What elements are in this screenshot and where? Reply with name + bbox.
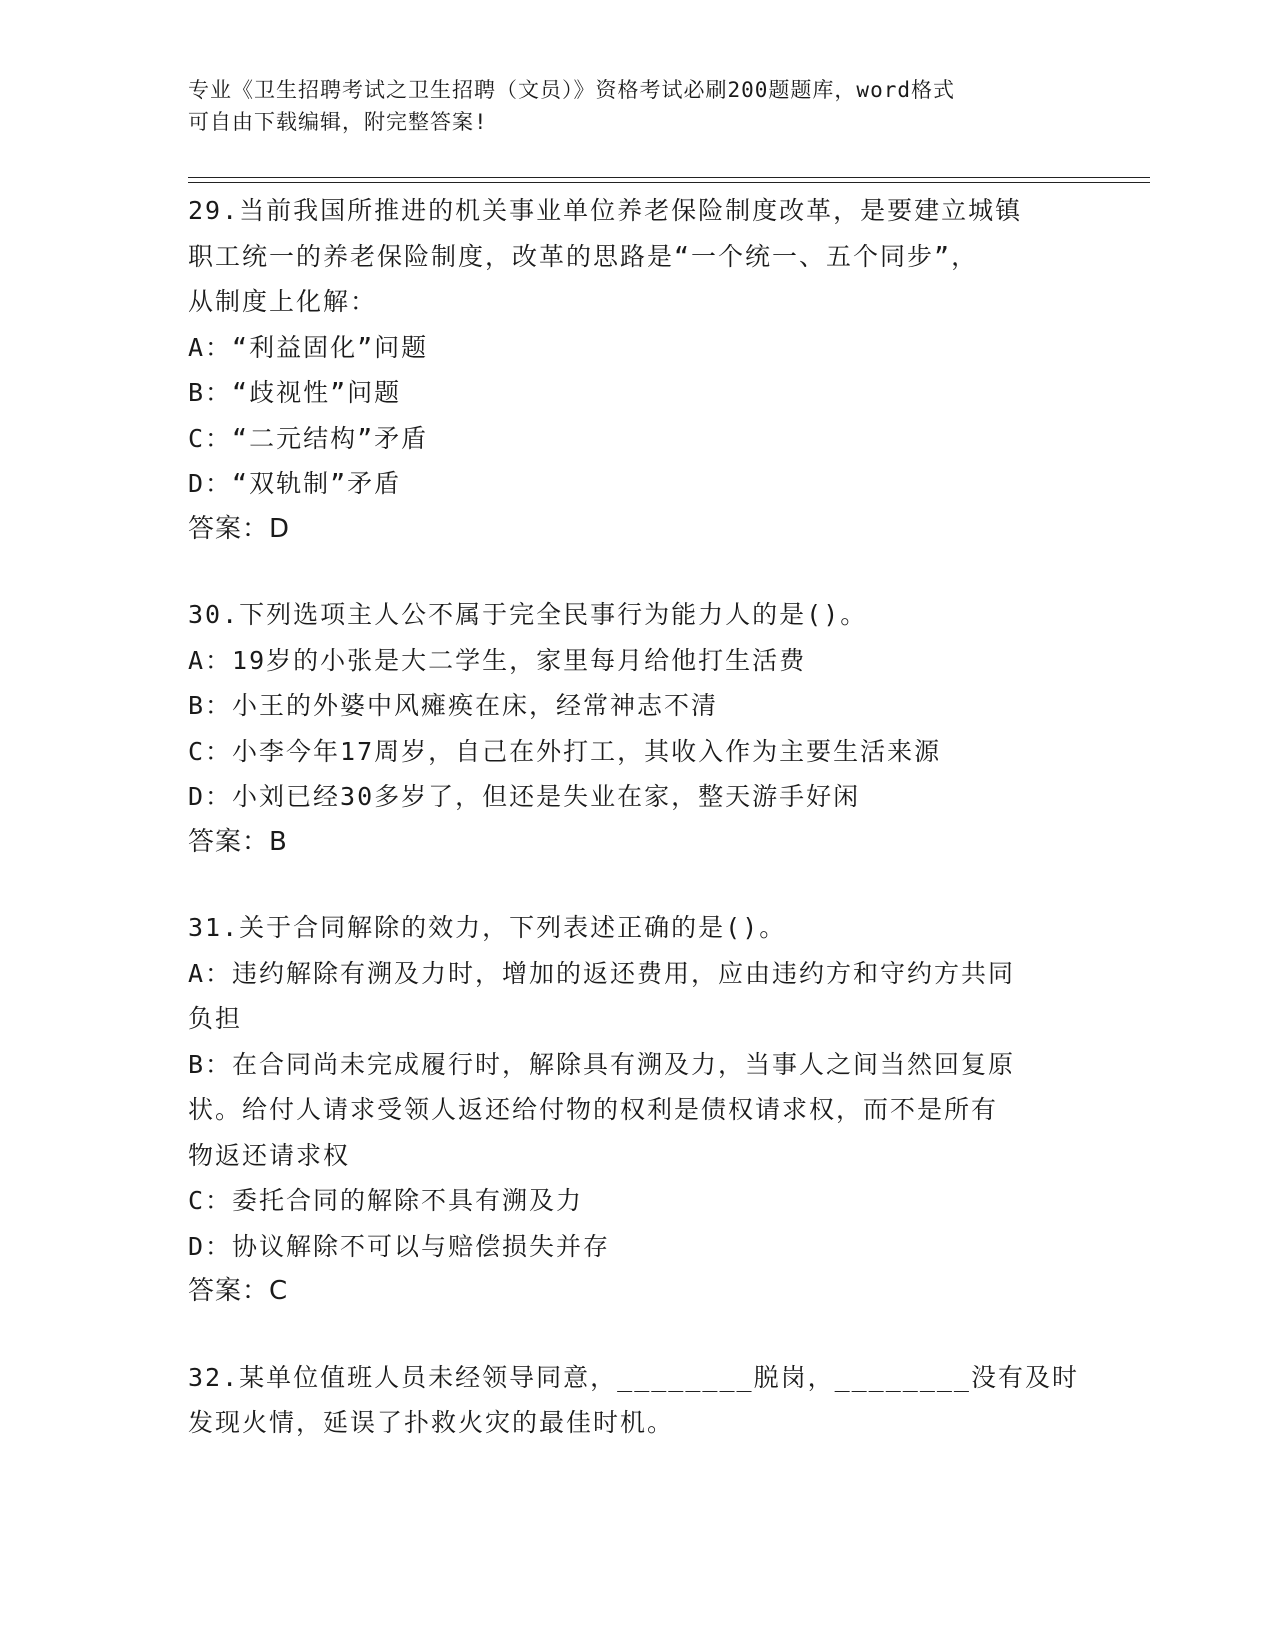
question-stem-line: 30.下列选项主人公不属于完全民事行为能力人的是()。 <box>188 600 868 629</box>
option-line: B：“歧视性”问题 <box>188 378 402 407</box>
document-header <box>188 74 1088 138</box>
header-divider-bottom <box>188 182 1150 183</box>
option-line: 负担 <box>188 1004 243 1033</box>
option-line: B：小王的外婆中风瘫痪在床，经常神志不清 <box>188 691 719 720</box>
question-stem-line: 32.某单位值班人员未经领导同意，________脱岗，________没有及时 <box>188 1362 1079 1392</box>
option-line: A：违约解除有溯及力时，增加的返还费用，应由违约方和守约方共同 <box>188 958 1016 988</box>
answer-label: 答案：D <box>188 513 291 544</box>
option-line: C：小李今年17周岁，自己在外打工，其收入作为主要生活来源 <box>188 736 942 766</box>
question-stem-line: 31.关于合同解除的效力，下列表述正确的是()。 <box>188 913 787 942</box>
option-line: 状。给付人请求受领人返还给付物的权利是债权请求权，而不是所有 <box>188 1095 999 1124</box>
option-line: D：协议解除不可以与赔偿损失并存 <box>188 1231 611 1261</box>
question-block <box>188 905 1088 1315</box>
question-stem-line: 从制度上化解： <box>188 287 378 316</box>
option-line: 物返还请求权 <box>188 1140 351 1170</box>
option-line: A：“利益固化”问题 <box>188 332 429 362</box>
header-line-1: 专业《卫生招聘考试之卫生招聘（文员）》资格考试必刷200题题库，word格式 <box>188 78 955 102</box>
question-block <box>188 188 1088 552</box>
question-stem-line: 发现火情，延误了扑救火灾的最佳时机。 <box>188 1408 675 1437</box>
option-line: C：“二元结构”矛盾 <box>188 423 429 453</box>
question-stem-line: 职工统一的养老保险制度，改革的思路是“一个统一、五个同步”， <box>188 241 979 271</box>
answer-label: 答案：C <box>188 1276 289 1306</box>
option-line: D：“双轨制”矛盾 <box>188 469 402 498</box>
option-line: C：委托合同的解除不具有溯及力 <box>188 1186 584 1215</box>
option-line: B：在合同尚未完成履行时，解除具有溯及力，当事人之间当然回复原 <box>188 1049 1016 1079</box>
header-divider-top <box>188 177 1150 178</box>
question-block <box>188 592 1088 865</box>
question-list <box>188 188 1088 1486</box>
option-line: D：小刘已经30多岁了，但还是失业在家，整天游手好闲 <box>188 782 861 811</box>
question-stem-line: 29.当前我国所推进的机关事业单位养老保险制度改革，是要建立城镇 <box>188 196 1023 225</box>
question-block <box>188 1355 1088 1446</box>
option-line: A：19岁的小张是大二学生，家里每月给他打生活费 <box>188 645 807 675</box>
answer-label: 答案：B <box>188 826 288 857</box>
header-line-2: 可自由下载编辑，附完整答案! <box>188 110 488 134</box>
